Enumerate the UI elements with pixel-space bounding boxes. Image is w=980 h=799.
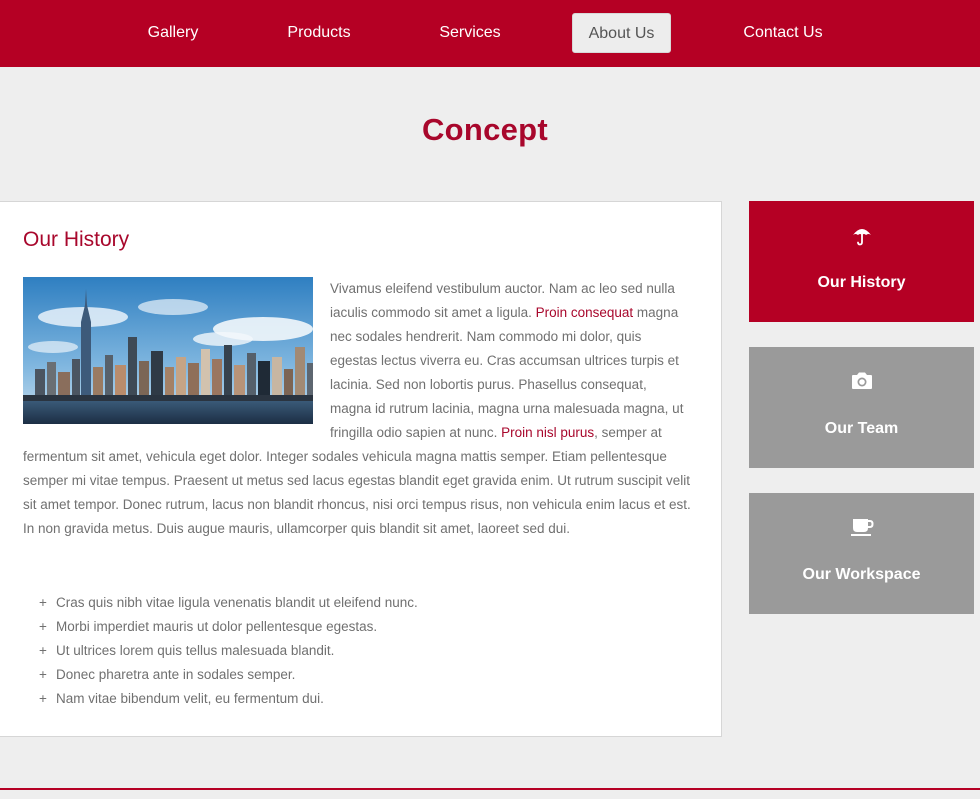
list-item — [39, 687, 418, 711]
nav-contact-us[interactable]: Contact Us — [743, 24, 823, 41]
tile-label: Our Team — [824, 420, 899, 437]
feature-list — [39, 591, 418, 711]
tile-label: Our History — [817, 274, 906, 291]
nav-services[interactable]: Services — [439, 24, 501, 41]
list-item-text: Cras quis nibh vitae ligula venenatis blandit ut eleifend nunc. — [56, 595, 418, 610]
tile-our-workspace[interactable] — [749, 493, 974, 614]
list-item — [39, 639, 418, 663]
plus-marker: + — [39, 595, 47, 610]
list-item-text: Morbi imperdiet mauris ut dolor pellentesque egestas. — [56, 619, 378, 634]
content-card — [0, 201, 722, 737]
nav-about-us[interactable]: About Us — [572, 13, 671, 53]
list-item — [39, 663, 418, 687]
top-navbar — [0, 0, 980, 67]
proin-consequat-link[interactable]: Proin consequat — [535, 305, 634, 320]
coffee-cup-icon — [749, 515, 974, 539]
paragraph-text: magna nec sodales hendrerit. Nam commodo mi dolor, quis egestas lectus viverra eu. Cras accumsan ultrices turpis et lacinia. Sed non lobortis purus. Phasellus consequat, magna id rutrum lacinia, magna urna malesuada magna, ut fringilla odio sapien at nunc. — [330, 305, 684, 440]
list-item — [39, 591, 418, 615]
list-item-text: Ut ultrices lorem quis tellus malesuada blandit. — [56, 643, 335, 658]
paragraph-text: Vivamus eleifend vestibulum auctor. Nam ac leo sed nulla iaculis commodo sit amet a ligula. — [330, 281, 675, 320]
tile-our-team[interactable] — [749, 347, 974, 468]
nav-products[interactable]: Products — [287, 24, 351, 41]
list-item-text: Nam vitae bibendum velit, eu fermentum dui. — [56, 691, 324, 706]
image-wrap-spacer — [23, 277, 330, 445]
plus-marker: + — [39, 691, 47, 706]
camera-icon — [749, 369, 974, 393]
nav-gallery[interactable]: Gallery — [147, 24, 199, 41]
proin-nisl-purus-link[interactable]: Proin nisl purus — [501, 425, 595, 440]
plus-marker: + — [39, 619, 47, 634]
list-item — [39, 615, 418, 639]
plus-marker: + — [39, 643, 47, 658]
section-heading: Our History — [23, 228, 130, 251]
paragraph-text: , semper at fermentum sit amet, vehicula eget dolor. Integer sodales vehicula magna mattis semper. Etiam pellentesque semper mi vitae tempus. Praesent ut metus sed lacus egestas blandit eget gravida enim. Ut rutrum suscipit velit sit amet tempor. Donec rutrum, lacus non blandit rhoncus, nisi orci tempus risus, non vehicula enim lacus et est. In non gravida metus. Duis augue mauris, ullamcorper quis blandit sit amet, laoreet sed dui. — [23, 425, 691, 536]
plus-marker: + — [39, 667, 47, 682]
footer-divider — [0, 788, 980, 790]
umbrella-icon — [749, 223, 974, 247]
history-paragraph — [23, 277, 691, 541]
tile-label: Our Workspace — [802, 566, 921, 583]
page-title: Concept — [421, 112, 549, 147]
list-item-text: Donec pharetra ante in sodales semper. — [56, 667, 296, 682]
tile-our-history[interactable] — [749, 201, 974, 322]
